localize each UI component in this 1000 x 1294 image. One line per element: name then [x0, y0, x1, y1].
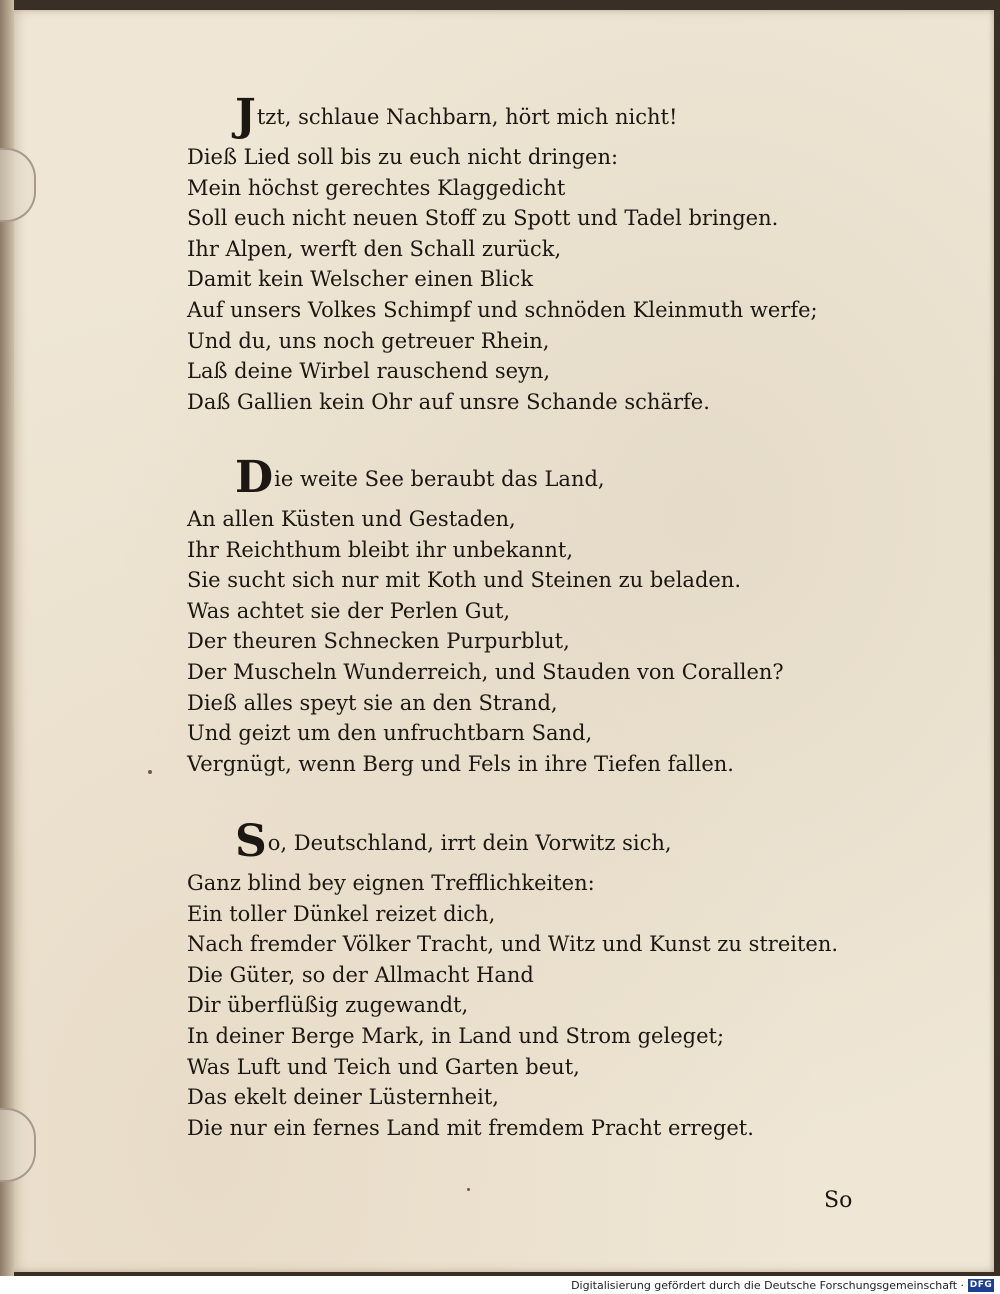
verse-line: Was Luft und Teich und Garten beut,	[187, 1054, 580, 1079]
verse-line: Auf unsers Volkes Schimpf und schnöden Kleinmuth werfe;	[187, 297, 818, 322]
verse-line: In deiner Berge Mark, in Land und Strom geleget;	[187, 1023, 725, 1048]
ink-spot	[467, 1188, 470, 1191]
verse-line: Die nur ein fernes Land mit fremdem Pracht erreget.	[187, 1115, 754, 1140]
funding-notice: Digitalisierung gefördert durch die Deutsche Forschungsgemeinschaft ·	[571, 1279, 964, 1292]
stanza-2	[187, 452, 784, 779]
verse-line: Daß Gallien kein Ohr auf unsre Schande schärfe.	[187, 389, 710, 414]
footer-bar	[0, 1276, 1000, 1294]
dfg-logo-icon: DFG	[969, 1280, 993, 1290]
stanza-first-line	[187, 90, 818, 142]
initial-letter: S	[235, 816, 267, 867]
verse-line: Der Muscheln Wunderreich, und Stauden von Corallen?	[187, 659, 784, 684]
verse-line: An allen Küsten und Gestaden,	[187, 507, 516, 531]
verse-line: Ganz blind bey eignen Trefflichkeiten:	[187, 871, 595, 895]
verse-line: Ihr Reichthum bleibt ihr unbekannt,	[187, 537, 573, 562]
verse-line: Dieß alles speyt sie an den Strand,	[187, 690, 558, 715]
verse-line: Was achtet sie der Perlen Gut,	[187, 598, 511, 623]
verse-line: Das ekelt deiner Lüsternheit,	[187, 1085, 499, 1110]
stanza-first-line	[187, 816, 838, 868]
verse-line: Der theuren Schnecken Purpurblut,	[187, 629, 570, 654]
verse-line: Und du, uns noch getreuer Rhein,	[187, 328, 550, 353]
verse-line: Mein höchst gerechtes Klaggedicht	[187, 175, 566, 200]
verse-line: Und geizt um den unfruchtbarn Sand,	[187, 721, 593, 746]
verse-line: Ein toller Dünkel reizet dich,	[187, 901, 496, 926]
verse-line: Vergnügt, wenn Berg und Fels in ihre Tiefen fallen.	[187, 751, 734, 776]
initial-letter: D	[235, 452, 274, 503]
verse-line: Sie sucht sich nur mit Koth und Steinen zu beladen.	[187, 568, 742, 593]
initial-letter: J	[235, 90, 256, 141]
verse-line: Nach fremder Völker Tracht, und Witz und Kunst zu streiten.	[187, 932, 839, 957]
verse-line: Dir überflüßig zugewandt,	[187, 993, 469, 1018]
verse-line: Soll euch nicht neuen Stoff zu Spott und Tadel bringen.	[187, 206, 779, 231]
verse-line: Ihr Alpen, werft den Schall zurück,	[187, 236, 562, 261]
verse-line: Die Güter, so der Allmacht Hand	[187, 962, 534, 987]
paper-page	[12, 10, 994, 1272]
stanza-3	[187, 816, 838, 1143]
first-line-text: o, Deutschland, irrt dein Vorwitz sich,	[267, 831, 672, 855]
stanza-first-line	[187, 452, 784, 504]
verse-line: Damit kein Welscher einen Blick	[187, 267, 534, 292]
catchword: So	[824, 1188, 853, 1213]
ink-spot	[148, 770, 152, 774]
first-line-text: ie weite See beraubt das Land,	[274, 467, 605, 491]
first-line-text: tzt, schlaue Nachbarn, hört mich nicht!	[256, 105, 678, 129]
verse-line: Dieß Lied soll bis zu euch nicht dringen:	[187, 145, 619, 169]
verse-line: Laß deine Wirbel rauschend seyn,	[187, 359, 551, 384]
stanza-1	[187, 90, 818, 417]
